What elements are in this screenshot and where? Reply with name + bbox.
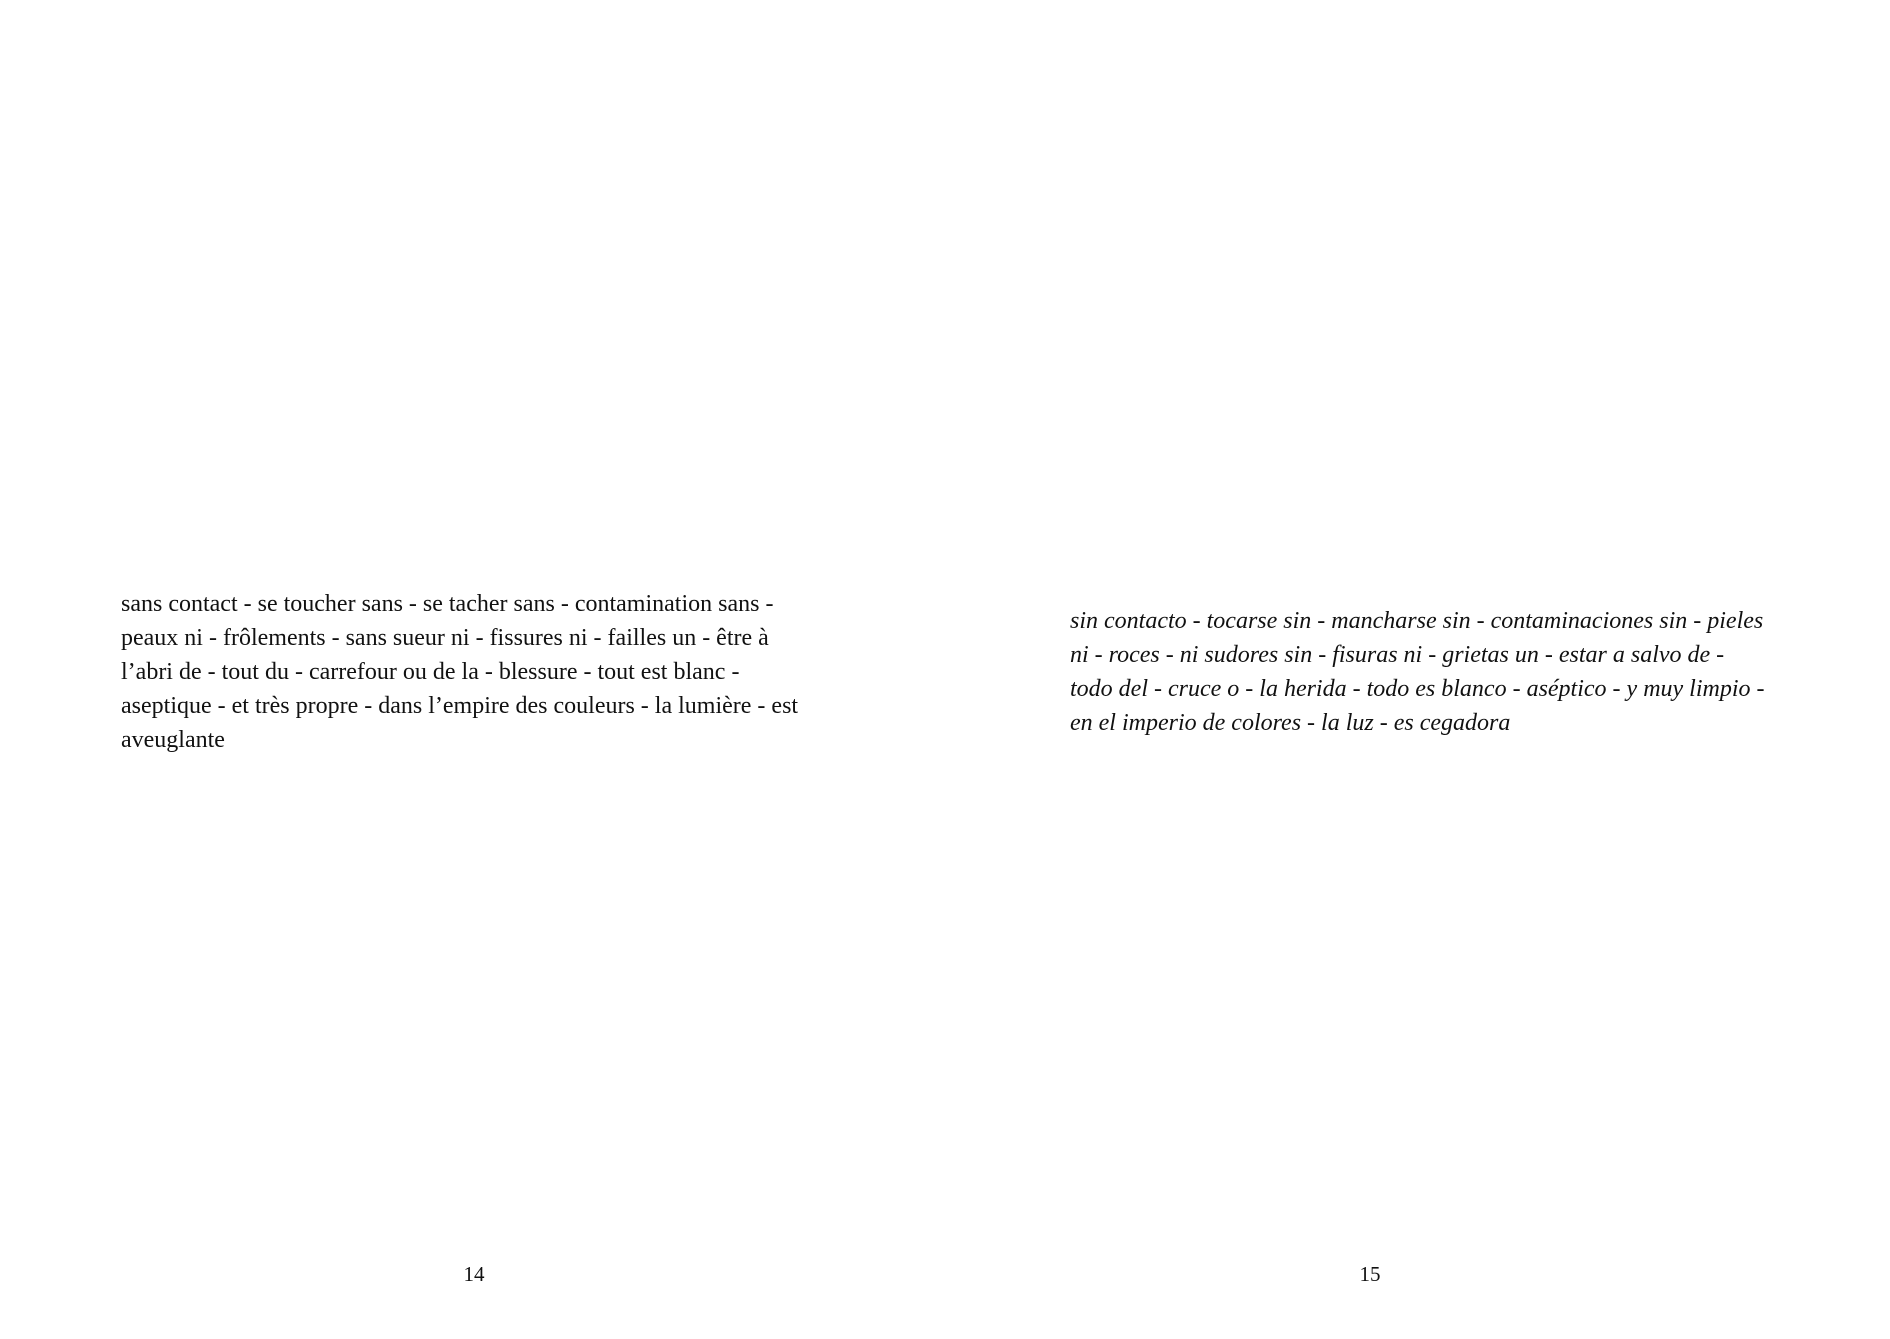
page-number-left: 14	[463, 1262, 485, 1286]
poem-line: aveuglante	[121, 727, 225, 753]
poem-line: sans contact - se toucher sans - se tacher sans - contamination sans -	[121, 591, 774, 617]
spanish-poem-text	[1070, 604, 1810, 740]
poem-line: en el imperio de colores - la luz - es cegadora	[1070, 710, 1511, 736]
page-number-right: 15	[1359, 1262, 1381, 1286]
poem-line: peaux ni - frôlements - sans sueur ni - fissures ni - failles un - être à	[121, 625, 769, 651]
poem-line: ni - roces - ni sudores sin - fisuras ni - grietas un - estar a salvo de -	[1070, 642, 1725, 668]
french-poem-text	[121, 587, 856, 757]
right-page	[945, 0, 1890, 1339]
poem-line: sin contacto - tocarse sin - mancharse sin - contaminaciones sin - pieles	[1070, 608, 1764, 634]
poem-line: aseptique - et très propre - dans l’empire des couleurs - la lumière - est	[121, 693, 799, 719]
poem-line: todo del - cruce o - la herida - todo es blanco - aséptico - y muy limpio -	[1070, 676, 1765, 702]
poem-line: l’abri de - tout du - carrefour ou de la - blessure - tout est blanc -	[121, 659, 740, 685]
